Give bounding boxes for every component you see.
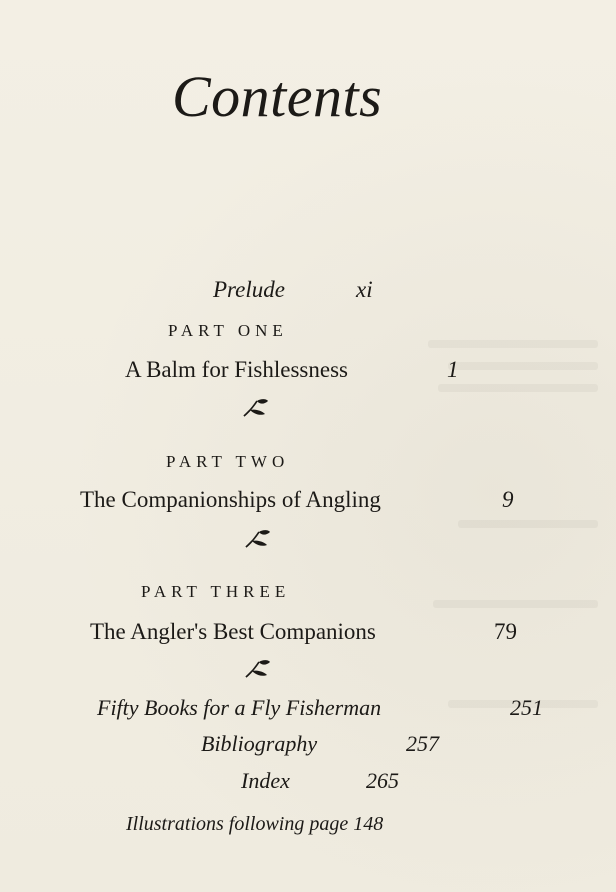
part-one-heading: PART ONE bbox=[168, 321, 288, 340]
leaf-fleuron-icon bbox=[243, 526, 273, 550]
bibliography-entry[interactable]: Bibliography bbox=[201, 731, 318, 756]
bibliography-page-number: 257 bbox=[406, 731, 439, 756]
fifty-books-entry[interactable]: Fifty Books for a Fly Fisherman bbox=[97, 695, 382, 720]
part-two-title[interactable]: The Companionships of Angling bbox=[80, 487, 381, 512]
index-page-number: 265 bbox=[366, 768, 399, 793]
part-one-page-number: 1 bbox=[447, 357, 459, 382]
part-two-page-number: 9 bbox=[502, 487, 514, 512]
index-entry[interactable]: Index bbox=[241, 768, 290, 793]
part-three-heading: PART THREE bbox=[141, 582, 291, 601]
part-three-title[interactable]: The Angler's Best Companions bbox=[90, 619, 376, 644]
part-two-heading: PART TWO bbox=[166, 452, 290, 471]
page-title: Contents bbox=[172, 64, 383, 129]
show-through-mark bbox=[438, 384, 598, 392]
part-one-title[interactable]: A Balm for Fishlessness bbox=[125, 357, 348, 382]
leaf-fleuron-icon bbox=[243, 656, 273, 680]
fifty-books-page-number: 251 bbox=[510, 695, 543, 720]
show-through-mark bbox=[433, 600, 598, 608]
show-through-mark bbox=[458, 520, 598, 528]
illustrations-note: Illustrations following page 148 bbox=[126, 813, 384, 835]
prelude-page-number: xi bbox=[356, 277, 373, 302]
leaf-fleuron-icon bbox=[241, 395, 271, 419]
prelude-label[interactable]: Prelude bbox=[213, 277, 285, 302]
show-through-mark bbox=[448, 362, 598, 370]
part-three-page-number: 79 bbox=[494, 619, 517, 644]
show-through-mark bbox=[428, 340, 598, 348]
